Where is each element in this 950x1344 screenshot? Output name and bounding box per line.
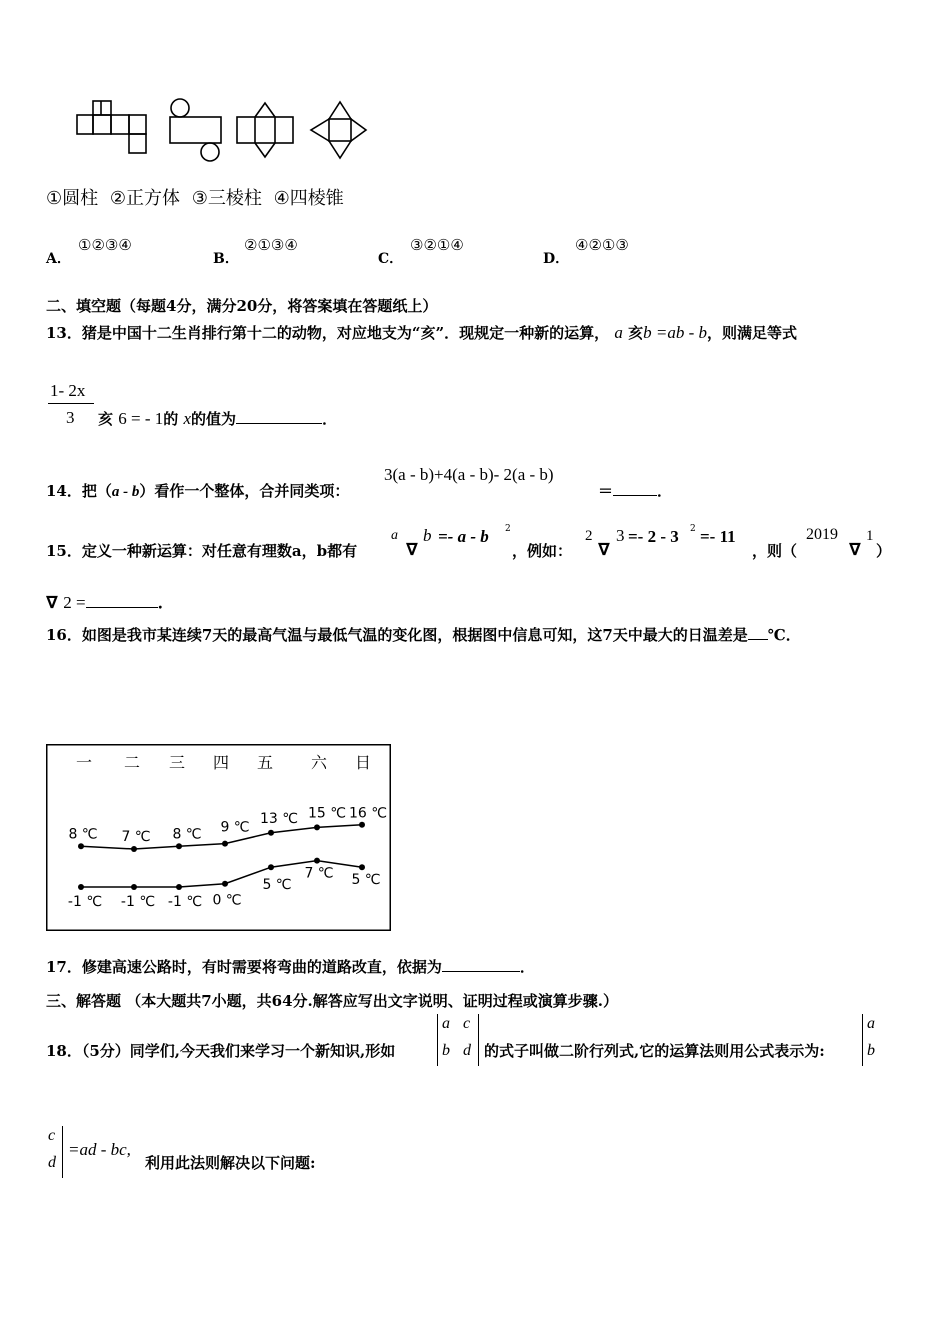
- data-point: [314, 824, 320, 830]
- question-15-line2: [46, 588, 175, 613]
- q13-answer-blank[interactable]: [236, 409, 322, 424]
- q15-q-2019: 2019: [806, 526, 838, 543]
- temperature-chart: [46, 744, 391, 931]
- square-pyramid-net: [311, 102, 366, 158]
- day-label: 日: [354, 753, 372, 772]
- data-point: [131, 884, 137, 890]
- question-18-text-b: 的式子叫做二阶行列式,它的运算法则用公式表示为:: [484, 1042, 825, 1060]
- det-b: b: [442, 1042, 450, 1059]
- q17-answer-blank[interactable]: [442, 957, 520, 972]
- option-b-letter: B．: [213, 251, 239, 267]
- q15-ex-3: 3: [616, 526, 625, 545]
- det-c: c: [463, 1015, 471, 1032]
- data-label: 7 ℃: [121, 829, 151, 845]
- solid-nets-figure: [70, 95, 380, 170]
- data-point: [78, 843, 84, 849]
- question-18-text-c: 利用此法则解决以下问题:: [145, 1154, 316, 1172]
- nets-caption: ①圆柱 ②正方体 ③三棱柱 ④四棱锥: [46, 188, 344, 209]
- q13-op-2: 亥: [98, 410, 114, 428]
- q15-def-a: a: [391, 528, 398, 543]
- q15-text-c: ，则（: [752, 542, 798, 560]
- q13-cont-expr: 6 = - 1: [118, 409, 164, 428]
- q14-answer: [598, 480, 672, 501]
- data-point: [78, 884, 84, 890]
- q14-answer-blank[interactable]: [613, 481, 657, 496]
- day-label: 四: [212, 753, 230, 772]
- q15-nabla-4: ∇: [46, 593, 58, 613]
- triangular-prism-net: [237, 103, 293, 157]
- q15-answer-blank[interactable]: [86, 593, 158, 608]
- q15-nabla-2: ∇: [598, 540, 610, 560]
- option-b-value: ②①③④: [244, 236, 298, 254]
- question-14: [46, 480, 349, 501]
- q13-op: 亥: [628, 324, 644, 342]
- data-label: 0 ℃: [212, 892, 242, 909]
- data-point: [359, 864, 365, 870]
- q15-end: ．: [157, 593, 175, 613]
- data-point: [268, 864, 274, 870]
- q13-fraction-numerator: 1- 2x: [50, 381, 86, 400]
- q15-text-d: ）: [876, 542, 892, 560]
- day-label: 三: [168, 753, 186, 772]
- q16-end: ℃．: [767, 626, 801, 644]
- data-point: [359, 822, 365, 828]
- q15-ex-res: =- 11: [700, 527, 736, 546]
- q15-nabla-3: ∇: [849, 540, 861, 560]
- q16-text: 16．如图是我市某连续7天的最高气温与最低气温的变化图，根据图中信息可知，这7天中最大的日温差是: [46, 626, 748, 644]
- data-label: 5 ℃: [351, 872, 381, 889]
- q18-formula: =ad - bc,: [68, 1140, 131, 1159]
- data-label: 16 ℃: [349, 805, 387, 822]
- formula-a: a: [867, 1015, 875, 1032]
- q15-nabla-1: ∇: [406, 540, 418, 560]
- cube-net: [77, 101, 146, 153]
- q15-def-b: b: [423, 526, 432, 545]
- q13-fraction-bar: [48, 403, 94, 404]
- option-c-letter: C．: [378, 251, 404, 267]
- data-label: -1 ℃: [120, 894, 156, 910]
- data-point: [176, 884, 182, 890]
- data-label: 7 ℃: [304, 865, 334, 882]
- data-point: [314, 858, 320, 864]
- day-label: 五: [256, 753, 274, 772]
- data-label: 13 ℃: [260, 810, 298, 827]
- q13-fraction-denominator: 3: [66, 408, 75, 427]
- q13-var: x: [183, 409, 192, 428]
- question-13-line1: [46, 322, 797, 343]
- question-18-text-a: 18．（5分）同学们,今天我们来学习一个新知识,形如: [46, 1042, 396, 1060]
- data-point: [176, 843, 182, 849]
- data-label: -1 ℃: [167, 894, 203, 910]
- q13-cont-c: 的值为: [191, 410, 237, 428]
- option-a-value: ①②③④: [78, 236, 132, 254]
- formula-c: c: [48, 1127, 56, 1144]
- q15-text-b: ，例如：: [512, 542, 573, 560]
- data-point: [222, 881, 228, 887]
- q14-text-b: ）看作一个整体，合并同类项：: [139, 482, 350, 500]
- day-label: 一: [75, 753, 93, 772]
- cylinder-net: [170, 99, 221, 161]
- q13-text-b: ，则满足等式: [707, 324, 798, 342]
- q13-text-a: 13．猪是中国十二生肖排行第十二的动物，对应地支为“亥”．现规定一种新的运算，: [46, 324, 610, 342]
- q14-expression: 3(a - b)+4(a - b)- 2(a - b): [384, 465, 554, 484]
- data-label: 8 ℃: [68, 826, 98, 843]
- q14-eq: ＝: [598, 482, 614, 500]
- formula-d: d: [48, 1154, 56, 1171]
- q15-line2-expr: 2 =: [63, 593, 86, 612]
- q13-end: ．: [322, 410, 338, 428]
- option-a-letter: A．: [46, 251, 71, 267]
- data-label: 5 ℃: [262, 877, 292, 894]
- q13-cont-b: 的: [163, 410, 179, 428]
- q17-text: 17．修建高速公路时，有时需要将弯曲的道路改直，依据为: [46, 958, 442, 976]
- data-point: [268, 830, 274, 836]
- det-d: d: [463, 1042, 471, 1059]
- q17-end: ．: [519, 958, 535, 976]
- data-label: 15 ℃: [308, 805, 346, 822]
- section-2-title: 二、填空题（每题4分，满分20分，将答案填在答题纸上）: [46, 297, 438, 315]
- q15-def-sup: 2: [505, 524, 511, 534]
- q14-text-a: 14．把（: [46, 482, 112, 500]
- question-17: [46, 956, 535, 977]
- q13-expr-b: b =ab - b: [643, 323, 708, 342]
- section-3-title: 三、解答题 （本大题共7小题，共64分.解答应写出文字说明、证明过程或演算步骤.）: [46, 992, 618, 1010]
- data-point: [131, 846, 137, 852]
- q16-answer-blank[interactable]: [748, 625, 768, 640]
- question-15-text-a: 15．定义一种新运算：对任意有理数a，b都有: [46, 542, 358, 560]
- determinant-formula-left: [862, 1014, 883, 1066]
- q15-ex-sup: 2: [690, 524, 696, 534]
- det-a: a: [442, 1015, 450, 1032]
- data-point: [222, 841, 228, 847]
- formula-b: b: [867, 1042, 875, 1059]
- q15-q-1: 1: [866, 528, 874, 544]
- question-16: [46, 624, 801, 645]
- q14-ab: a - b: [111, 484, 140, 500]
- determinant-example: [437, 1014, 479, 1066]
- option-d-letter: D．: [543, 251, 570, 267]
- q13-expr-a: a: [614, 323, 623, 342]
- q15-ex-2: 2: [585, 528, 593, 544]
- question-13-line2: [98, 408, 337, 429]
- q15-ex-rhs: =- 2 - 3: [628, 527, 679, 546]
- data-label: -1 ℃: [67, 894, 103, 910]
- determinant-formula-right: [46, 1126, 63, 1178]
- data-label: 8 ℃: [172, 826, 202, 843]
- q15-def-rhs: =- a - b: [438, 527, 489, 546]
- option-c-value: ③②①④: [410, 236, 464, 254]
- day-label: 二: [123, 753, 141, 772]
- q14-end: ．: [657, 482, 673, 500]
- option-d-value: ④②①③: [575, 236, 629, 254]
- day-label: 六: [310, 753, 328, 772]
- data-label: 9 ℃: [220, 819, 250, 836]
